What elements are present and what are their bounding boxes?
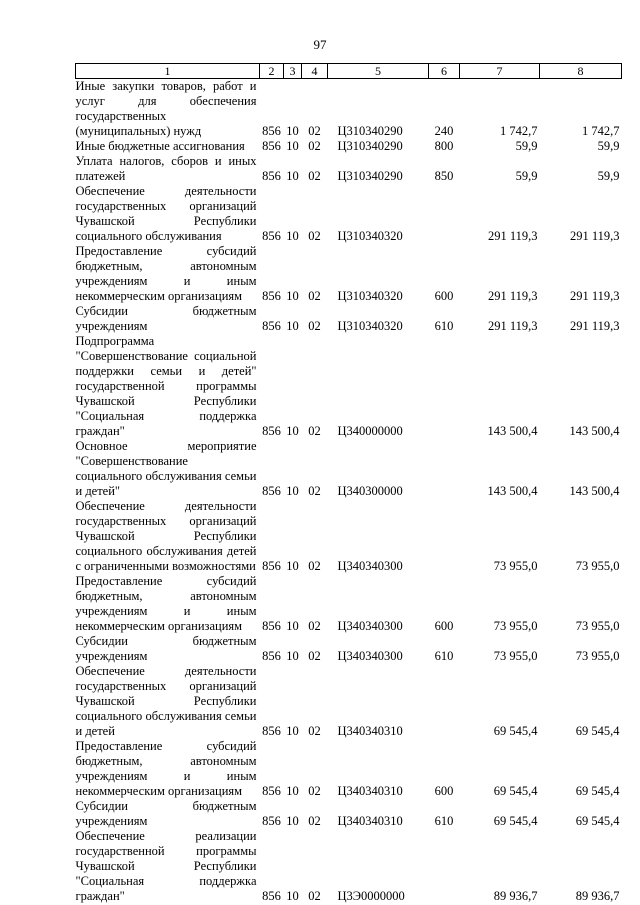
row-ministry-code: 856 — [262, 649, 281, 663]
row-target-code: Ц340340310 — [337, 784, 403, 798]
row-expense-type — [429, 184, 460, 244]
row-ministry-code: 856 — [262, 784, 281, 798]
row-amount-1: 73 955,0 — [493, 619, 538, 633]
row-amount-2: 291 119,3 — [569, 289, 620, 303]
row-amount-2: 69 545,4 — [575, 724, 620, 738]
row-section: 10 — [286, 649, 299, 663]
row-target-code: Ц340340300 — [337, 649, 403, 663]
row-section: 10 — [286, 619, 299, 633]
row-ministry-code: 856 — [262, 124, 281, 138]
row-name: Обеспечение реализации государственной программы Чувашской Республики "Социальная поддержка граждан" — [75, 829, 257, 903]
header-cell: 8 — [540, 64, 622, 79]
row-amount-2: 59,9 — [597, 139, 620, 153]
row-name: Субсидии бюджетным учреждениям — [75, 799, 257, 828]
table-row — [76, 829, 622, 904]
row-amount-2: 1 742,7 — [582, 124, 620, 138]
header-cell: 2 — [260, 64, 284, 79]
row-amount-1: 73 955,0 — [493, 649, 538, 663]
table-row — [76, 244, 622, 304]
table-row — [76, 739, 622, 799]
row-amount-2: 291 119,3 — [569, 229, 620, 243]
row-amount-2: 59,9 — [597, 169, 620, 183]
row-subsection: 02 — [308, 319, 321, 333]
row-expense-type — [429, 439, 460, 499]
row-target-code: Ц310340290 — [337, 139, 403, 153]
row-target-code: Ц340340310 — [337, 724, 403, 738]
row-subsection: 02 — [308, 424, 321, 438]
row-name: Предоставление субсидий бюджетным, автономным учреждениям и иным некоммерческим организациям — [75, 739, 257, 798]
row-target-code: Ц340340300 — [337, 559, 403, 573]
row-expense-type: 240 — [434, 124, 454, 138]
row-ministry-code: 856 — [262, 229, 281, 243]
row-ministry-code: 856 — [262, 319, 281, 333]
table-row — [76, 574, 622, 634]
row-section: 10 — [286, 124, 299, 138]
row-target-code: Ц310340290 — [337, 124, 403, 138]
row-amount-1: 59,9 — [515, 139, 538, 153]
row-section: 10 — [286, 724, 299, 738]
table-row — [76, 184, 622, 244]
row-name: Предоставление субсидий бюджетным, автономным учреждениям и иным некоммерческим организациям — [75, 244, 257, 303]
row-target-code: Ц310340290 — [337, 169, 403, 183]
row-amount-1: 59,9 — [515, 169, 538, 183]
row-subsection: 02 — [308, 289, 321, 303]
row-amount-1: 69 545,4 — [493, 784, 538, 798]
row-section: 10 — [286, 784, 299, 798]
row-ministry-code: 856 — [262, 619, 281, 633]
row-expense-type: 600 — [434, 619, 454, 633]
row-subsection: 02 — [308, 124, 321, 138]
row-name: Основное мероприятие "Совершенствование социального обслуживания семьи и детей" — [75, 439, 257, 498]
row-expense-type: 850 — [434, 169, 454, 183]
table-row — [76, 664, 622, 739]
row-amount-2: 143 500,4 — [569, 424, 620, 438]
row-subsection: 02 — [308, 559, 321, 573]
row-name: Иные закупки товаров, работ и услуг для обеспечения государственных (муниципальных) нужд — [75, 79, 257, 138]
row-subsection: 02 — [308, 484, 321, 498]
row-name: Обеспечение деятельности государственных организаций Чувашской Республики социального обслуживания — [75, 184, 257, 243]
header-cell: 4 — [302, 64, 328, 79]
row-section: 10 — [286, 814, 299, 828]
row-amount-1: 69 545,4 — [493, 724, 538, 738]
row-amount-1: 69 545,4 — [493, 814, 538, 828]
row-amount-1: 73 955,0 — [493, 559, 538, 573]
row-expense-type: 800 — [434, 139, 454, 153]
row-subsection: 02 — [308, 619, 321, 633]
row-amount-2: 143 500,4 — [569, 484, 620, 498]
row-amount-1: 143 500,4 — [487, 484, 538, 498]
row-target-code: Ц310340320 — [337, 229, 403, 243]
row-target-code: Ц3Э0000000 — [337, 889, 405, 903]
table-row — [76, 799, 622, 829]
row-section: 10 — [286, 139, 299, 153]
row-name: Предоставление субсидий бюджетным, автономным учреждениям и иным некоммерческим организациям — [75, 574, 257, 633]
table-row — [76, 304, 622, 334]
table-row — [76, 79, 622, 140]
row-ministry-code: 856 — [262, 889, 281, 903]
row-name: Иные бюджетные ассигнования — [75, 139, 245, 153]
row-expense-type: 610 — [434, 319, 454, 333]
table-row — [76, 499, 622, 574]
row-subsection: 02 — [308, 889, 321, 903]
row-name: Субсидии бюджетным учреждениям — [75, 634, 257, 663]
table-row — [76, 439, 622, 499]
row-target-code: Ц310340320 — [337, 319, 403, 333]
row-section: 10 — [286, 229, 299, 243]
table-row — [76, 634, 622, 664]
row-subsection: 02 — [308, 649, 321, 663]
row-target-code: Ц340300000 — [337, 484, 403, 498]
row-amount-1: 89 936,7 — [493, 889, 538, 903]
row-target-code: Ц340340300 — [337, 619, 403, 633]
row-amount-2: 73 955,0 — [575, 619, 620, 633]
row-expense-type: 600 — [434, 289, 454, 303]
row-section: 10 — [286, 319, 299, 333]
row-name: Уплата налогов, сборов и иных платежей — [75, 154, 257, 183]
row-expense-type — [429, 829, 460, 904]
row-subsection: 02 — [308, 139, 321, 153]
header-cell: 7 — [460, 64, 540, 79]
row-expense-type: 610 — [434, 814, 454, 828]
row-target-code: Ц340340310 — [337, 814, 403, 828]
row-target-code: Ц340000000 — [337, 424, 403, 438]
row-expense-type — [429, 664, 460, 739]
row-amount-2: 73 955,0 — [575, 649, 620, 663]
row-amount-1: 291 119,3 — [487, 319, 538, 333]
row-ministry-code: 856 — [262, 814, 281, 828]
table-row — [76, 334, 622, 439]
row-ministry-code: 856 — [262, 139, 281, 153]
row-section: 10 — [286, 484, 299, 498]
row-section: 10 — [286, 424, 299, 438]
row-target-code: Ц310340320 — [337, 289, 403, 303]
row-expense-type — [429, 499, 460, 574]
header-cell: 5 — [328, 64, 429, 79]
row-section: 10 — [286, 889, 299, 903]
header-cell: 6 — [429, 64, 460, 79]
row-section: 10 — [286, 289, 299, 303]
row-section: 10 — [286, 169, 299, 183]
row-subsection: 02 — [308, 784, 321, 798]
row-amount-1: 1 742,7 — [500, 124, 538, 138]
row-amount-2: 69 545,4 — [575, 784, 620, 798]
row-amount-2: 89 936,7 — [575, 889, 620, 903]
header-cell: 1 — [76, 64, 260, 79]
row-name: Подпрограмма "Совершенствование социальной поддержки семьи и детей" государственной программы Чувашской Республики "Социальная поддержка граждан" — [75, 334, 257, 438]
table-row — [76, 154, 622, 184]
row-amount-1: 291 119,3 — [487, 289, 538, 303]
row-ministry-code: 856 — [262, 424, 281, 438]
budget-table — [75, 63, 622, 904]
row-subsection: 02 — [308, 169, 321, 183]
row-name: Обеспечение деятельности государственных организаций Чувашской Республики социального обслуживания детей с ограниченными возможностями — [75, 499, 257, 573]
row-section: 10 — [286, 559, 299, 573]
row-ministry-code: 856 — [262, 484, 281, 498]
row-expense-type — [429, 334, 460, 439]
row-expense-type: 610 — [434, 649, 454, 663]
row-amount-2: 73 955,0 — [575, 559, 620, 573]
row-ministry-code: 856 — [262, 289, 281, 303]
header-row — [76, 64, 622, 79]
row-name: Субсидии бюджетным учреждениям — [75, 304, 257, 333]
header-cell: 3 — [284, 64, 302, 79]
row-subsection: 02 — [308, 724, 321, 738]
row-amount-1: 143 500,4 — [487, 424, 538, 438]
page-number: 97 — [313, 37, 327, 52]
row-ministry-code: 856 — [262, 169, 281, 183]
row-name: Обеспечение деятельности государственных организаций Чувашской Республики социального обслуживания семьи и детей — [75, 664, 257, 738]
row-expense-type: 600 — [434, 784, 454, 798]
row-amount-2: 291 119,3 — [569, 319, 620, 333]
table-row — [76, 139, 622, 154]
row-subsection: 02 — [308, 814, 321, 828]
row-amount-1: 291 119,3 — [487, 229, 538, 243]
row-ministry-code: 856 — [262, 559, 281, 573]
row-ministry-code: 856 — [262, 724, 281, 738]
row-subsection: 02 — [308, 229, 321, 243]
row-amount-2: 69 545,4 — [575, 814, 620, 828]
